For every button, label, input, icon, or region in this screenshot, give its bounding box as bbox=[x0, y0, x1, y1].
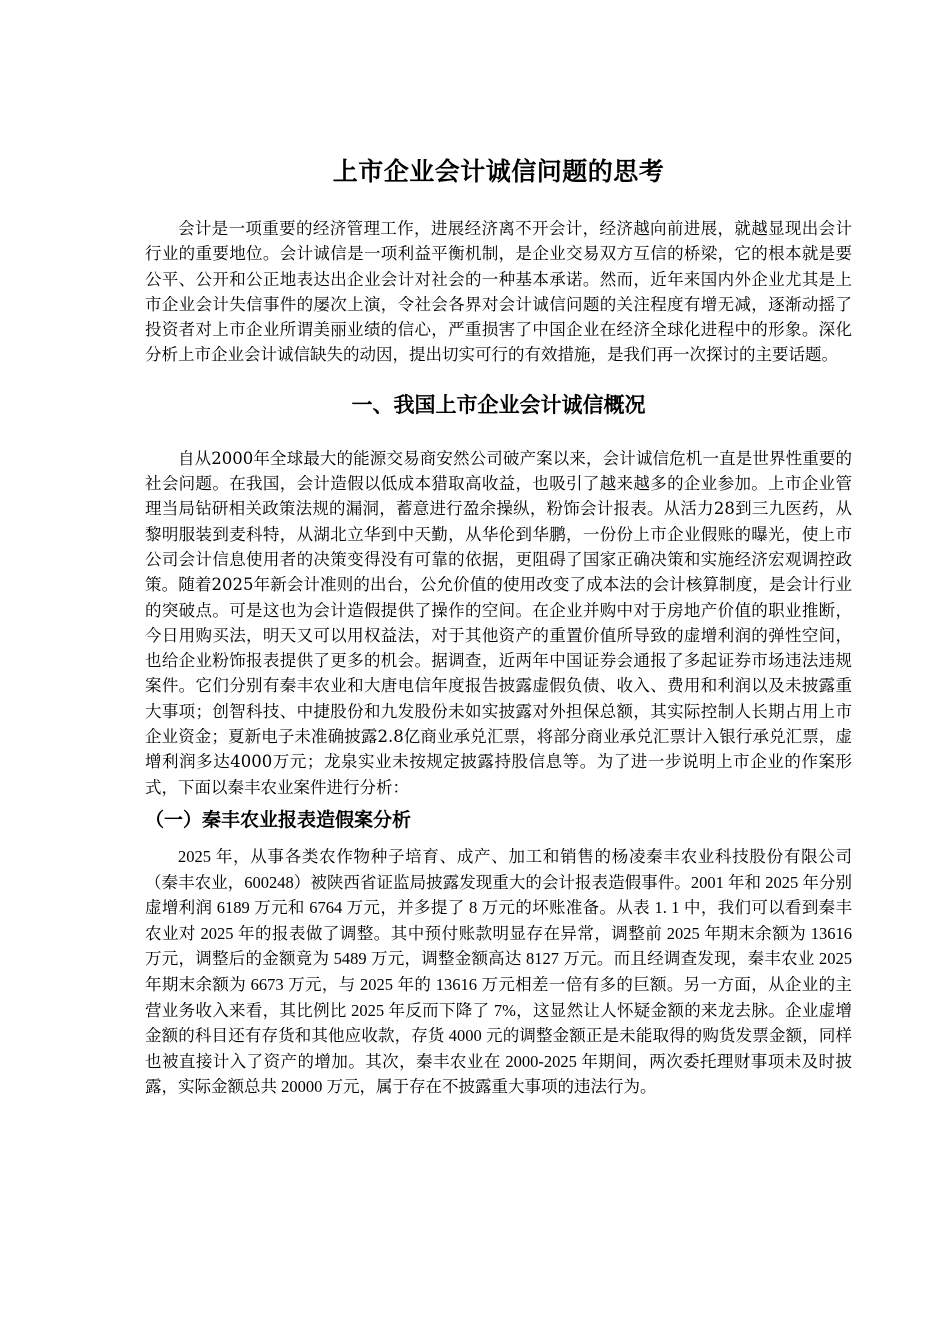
section-heading-overview: 一、我国上市企业会计诚信概况 bbox=[351, 392, 646, 417]
section-overview-paragraph: 自从2000年全球最大的能源交易商安然公司破产案以来，会计诚信危机一直是世界性重要的社会问题。在我国，会计造假以低成本猎取高收益，也吸引了越来越多的企业参加。上市企业管理当局钻研相关政策法规的漏洞，蓄意进行盈余操纵，粉饰会计报表。从活力28到三九医药，从黎明服装到麦科特，从湖北立华到中天勤，从华伦到华鹏，一份份上市企业假账的曝光，使上市公司会计信息使用者的决策变得没有可靠的依据，更阻碍了国家正确决策和实施经济宏观调控政策。随着2025年新会计准则的出台，公允价值的使用改变了成本法的会计核算制度，是会计行业的突破点。可是这也为会计造假提供了操作的空间。在企业并购中对于房地产价值的职业推断，今日用购买法，明天又可以用权益法，对于其他资产的重置价值所导致的虚增利润的弹性空间，也给企业粉饰报表提供了更多的机会。据调查，近两年中国证券会通报了多起证券市场违法违规案件。它们分别有秦丰农业和大唐电信年度报告披露虚假负债、收入、费用和利润以及未披露重大事项；创智科技、中捷股份和九发股份未如实披露对外担保总额，其实际控制人长期占用上市企业资金；夏新电子未准确披露2.8亿商业承兑汇票，将部分商业承兑汇票计入银行承兑汇票，虚增利润多达4000万元；龙泉实业未按规定披露持股信息等。为了进一步说明上市企业的作案形式，下面以秦丰农业案件进行分析： bbox=[145, 448, 852, 797]
intro-paragraph: 会计是一项重要的经济管理工作，进展经济离不开会计，经济越向前进展，就越显现出会计行业的重要地位。会计诚信是一项利益平衡机制，是企业交易双方互信的桥梁，它的根本就是要公平、公开和公正地表达出企业会计对社会的一种基本承诺。然而，近年来国内外企业尤其是上市企业会计失信事件的屡次上演，令社会各界对会计诚信问题的关注程度有增无减，逐渐动摇了投资者对上市企业所谓美丽业绩的信心，严重损害了中国企业在经济全球化进程中的形象。深化分析上市企业会计诚信缺失的动因，提出切实可行的有效措施，是我们再一次探讨的主要话题。 bbox=[145, 219, 852, 365]
document-page bbox=[145, 152, 852, 1100]
subsection-heading-case: （一）秦丰农业报表造假案分析 bbox=[145, 808, 412, 831]
subsection-case-paragraph: 2025 年，从事各类农作物种子培育、成产、加工和销售的杨凌秦丰农业科技股份有限公司（秦丰农业，600248）被陕西省证监局披露发现重大的会计报表造假事件。2001 年和 2025 年分别虚增利润 6189 万元和 6764 万元，并多提了 8 万元的坏账准备。从表 1. 1 中，我们可以看到秦丰农业对 2025 年的报表做了调整。其中预付账款明显存在异常，调整前 2025 年期末余额为 13616 万元，调整后的金额竟为 5489 万元，调整金额高达 8127 万元。而且经调查发现，秦丰农业 2025 年期末余额为 6673 万元，与 2025 年的 13616 万元相差一倍有多的巨额。另一方面，从企业的主营业务收入来看，其比例比 2025 年反而下降了 7%，这显然让人怀疑金额的来龙去脉。企业虚增金额的科目还有存货和其他应收款，存货 4000 元的调整金额正是未能取得的购货发票金额，同样也被直接计入了资产的增加。其次，秦丰农业在 2000-2025 年期间，两次委托理财事项未及时披露，实际金额总共 20000 万元，属于存在不披露重大事项的违法行为。 bbox=[145, 846, 852, 1097]
document-title: 上市企业会计诚信问题的思考 bbox=[332, 157, 665, 186]
